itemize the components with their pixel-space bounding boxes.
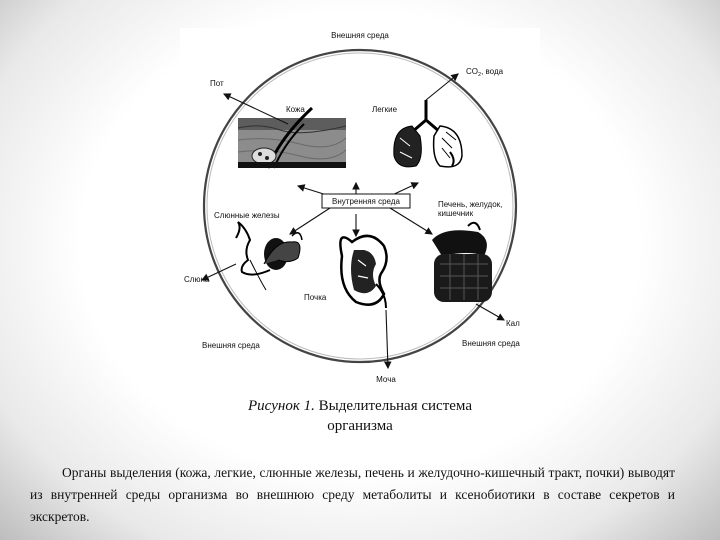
caption-title-line2: организма (327, 418, 393, 434)
label-outer-environment-left: Внешняя среда (202, 341, 260, 350)
diagram-canvas (180, 28, 540, 386)
label-inner-environment: Внутренняя среда (332, 197, 400, 206)
label-urine: Моча (376, 375, 396, 384)
lungs-illustration (394, 100, 462, 167)
skin-illustration (238, 108, 346, 168)
caption-title-line1: Выделительная система (314, 398, 472, 414)
label-liver-stomach-intestine: Печень, желудок, кишечник (438, 200, 503, 218)
label-saliva: Слюна (184, 275, 210, 284)
label-skin: Кожа (286, 105, 305, 114)
label-kidney: Почка (304, 293, 327, 302)
kidney-illustration (340, 236, 386, 308)
digestive-organs-illustration (432, 223, 492, 302)
figure-caption (180, 396, 540, 436)
caption-figure-number: Рисунок 1. (248, 398, 315, 414)
label-outer-environment-right: Внешняя среда (462, 339, 520, 348)
label-sweat: Пот (210, 79, 224, 88)
description-paragraph: Органы выделения (кожа, легкие, слюнные железы, печень и желудочно-кишечный тракт, почки) выводят из внутренней среды организма во внешнюю среду метаболиты и ксенобиотики в составе секретов и экскретов. (30, 465, 675, 524)
label-salivary-glands: Слюнные железы (214, 211, 280, 220)
label-feces: Кал (506, 319, 520, 328)
label-co2-water: $CO_2$, вода (466, 67, 504, 78)
label-outer-environment-top: Внешняя среда (331, 31, 389, 40)
excretory-system-diagram (180, 28, 540, 386)
label-lungs: Легкие (372, 105, 398, 114)
